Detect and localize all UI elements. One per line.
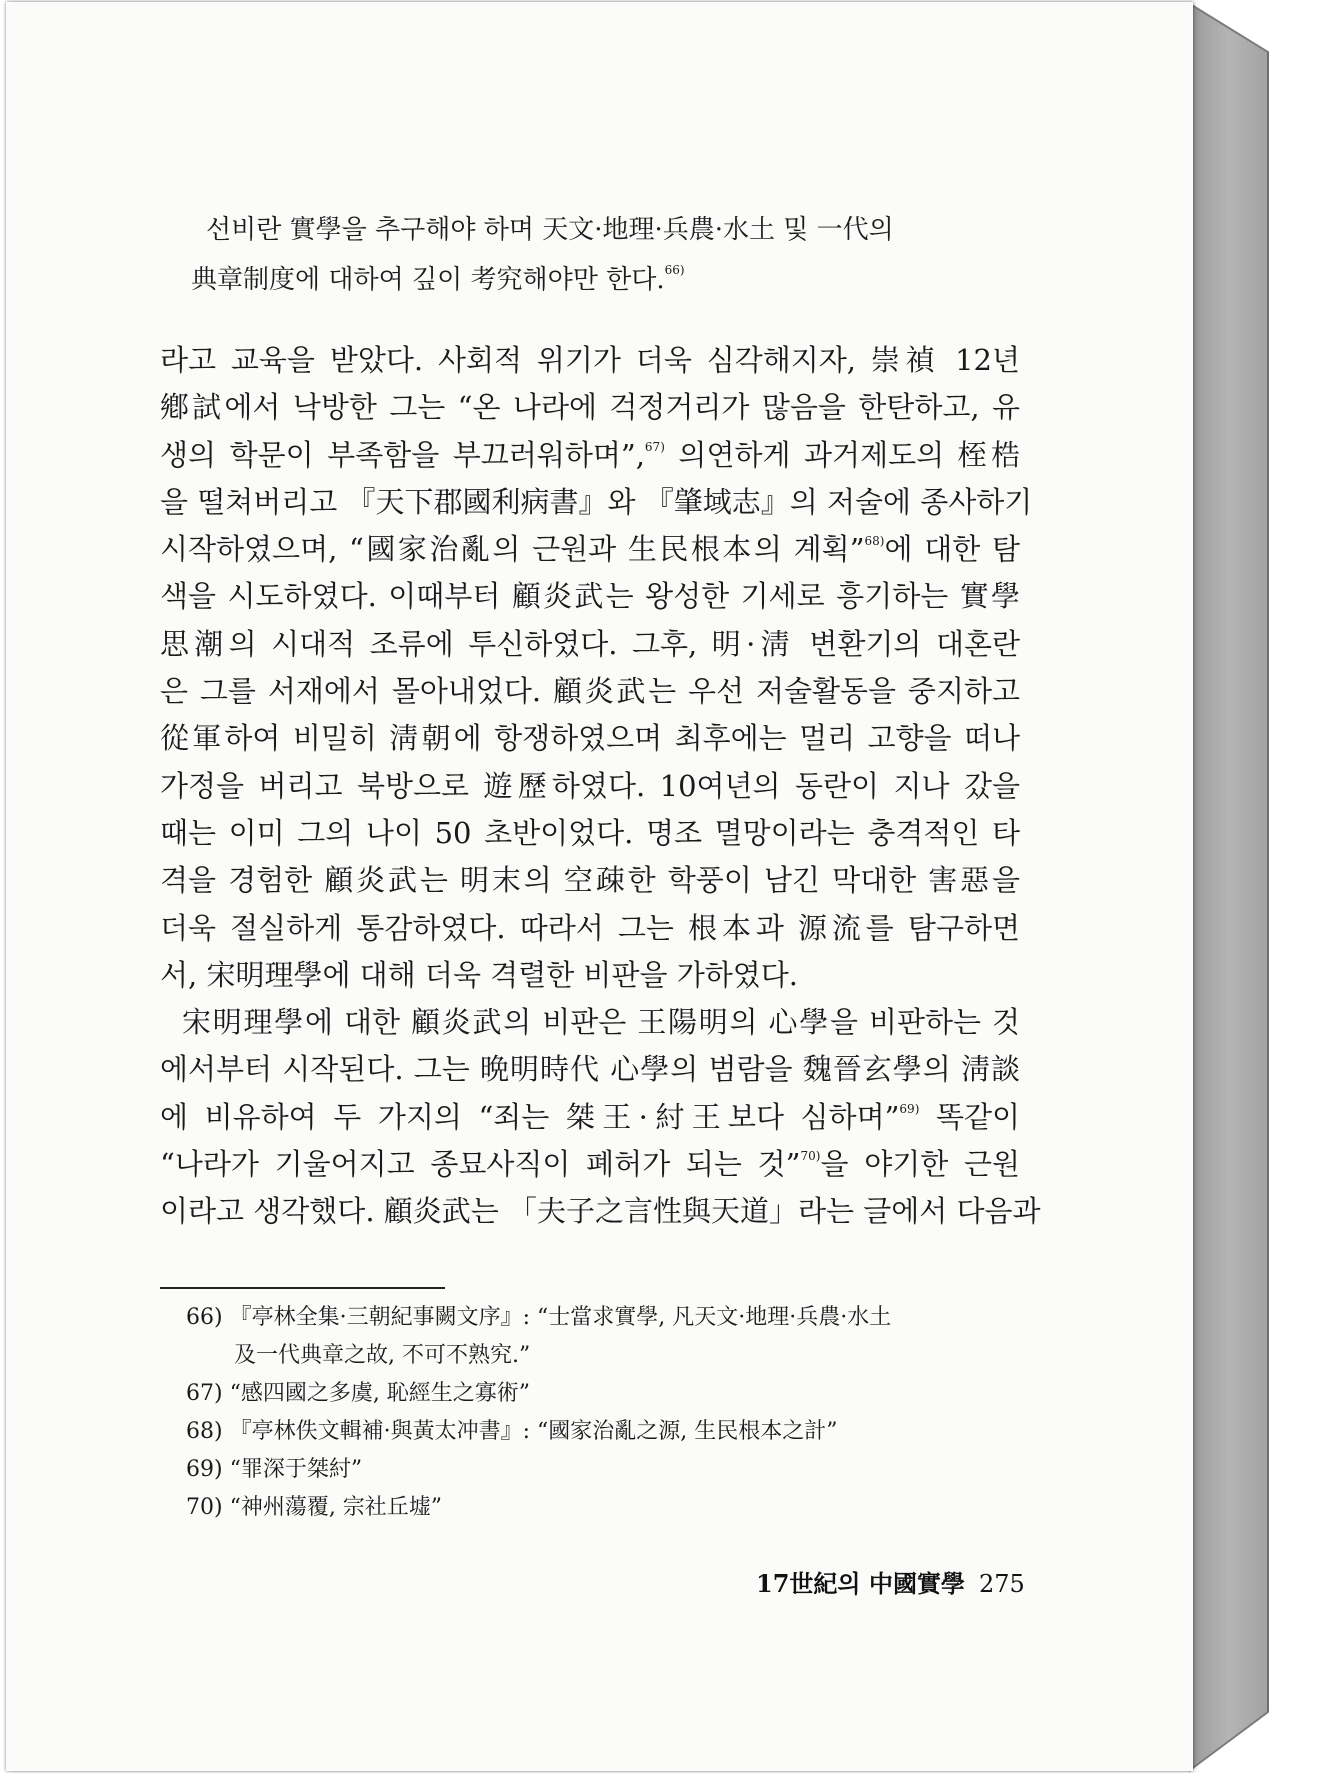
paragraph-line: 생의 학문이 부족함을 부끄러워하며”,$^{67)}$ 의연하게 과거제도의 桎梏 [160,437,1020,472]
running-footer [756,1564,1025,1599]
paragraph-line: 더욱 절실하게 통감하였다. 따라서 그는 根本과 源流를 탐구하면 [160,910,1020,945]
footnotes [186,1299,1026,1527]
paragraph-line: 이라고 생각했다. 顧炎武는 「夫子之言性與天道」라는 글에서 다음과 [160,1194,1041,1229]
paragraph-line: 서, 宋明理學에 대해 더욱 격렬한 비판을 가하였다. [160,957,798,992]
running-title: 17世紀의 中國實學 [756,1569,965,1598]
footnote-66: 66) 『亭林全集·三朝紀事闕文序』: “士當求實學, 凡天文·地理·兵農·水土 及一代典章之故, 不可不熟究.” [186,1305,892,1368]
quote-line: 선비란 實學을 추구해야 하며 天文·地理·兵農·水土 및 一代의 [206,215,894,245]
footnote-ref: 66) [664,263,685,277]
footnote-ref: 68) [864,534,885,549]
book-page [6,2,1193,1771]
footnote-divider [160,1287,445,1289]
quote-line: 典章制度에 대하여 깊이 考究해야만 한다.$^{66)}$ [191,263,685,295]
paragraph-line: 가정을 버리고 북방으로 遊歷하였다. 10여년의 동란이 지나 갔을 [160,768,1020,803]
footnote-ref: 69) [899,1101,920,1116]
page-number: 275 [978,1570,1025,1598]
paragraph-line: 에서부터 시작된다. 그는 晩明時代 心學의 범람을 魏晉玄學의 淸談 [160,1052,1020,1087]
paragraph-line: 鄕試에서 낙방한 그는 “온 나라에 걱정거리가 많음을 한탄하고, 유 [160,390,1020,425]
paragraph-line: 從軍하여 비밀히 淸朝에 항쟁하였으며 최후에는 멀리 고향을 떠나 [160,721,1020,756]
footnote-68: 68) 『亭林佚文輯補·與黃太冲書』: “國家治亂之源, 生民根本之計” [186,1419,838,1444]
paragraph-line: 宋明理學에 대한 顧炎武의 비판은 王陽明의 心學을 비판하는 것 [182,1005,1020,1040]
paragraph-line: 색을 시도하였다. 이때부터 顧炎武는 왕성한 기세로 흥기하는 實學 [160,579,1020,614]
paragraph-line: “나라가 기울어지고 종묘사직이 폐허가 되는 것”$^{70)}$을 야기한 근원 [160,1147,1020,1182]
paragraph-line: 때는 이미 그의 나이 50 초반이었다. 명조 멸망이라는 충격적인 타 [160,815,1020,850]
footnote-70: 70) “神州蕩覆, 宗社丘墟” [186,1495,443,1520]
paragraph-line: 격을 경험한 顧炎武는 明末의 空疎한 학풍이 남긴 막대한 害惡을 [160,863,1020,898]
paragraph-line: 에 비유하여 두 가지의 “죄는 桀王·紂王보다 심하며”$^{69)}$ 똑같이 [160,1099,1021,1134]
main-text [160,337,1041,1236]
paragraph-line: 은 그를 서재에서 몰아내었다. 顧炎武는 우선 저술활동을 중지하고 [160,674,1020,709]
paragraph-line: 시작하였으며, “國家治亂의 근원과 生民根本의 계획”$^{68)}$에 대한 탐 [160,532,1020,567]
block-quote [191,205,1011,305]
footnote-ref: 67) [644,439,665,454]
paragraph-line: 라고 교육을 받았다. 사회적 위기가 더욱 심각해지자, 崇禎 12년 [160,343,1020,377]
footnote-67: 67) “感四國之多虞, 恥經生之寡術” [186,1381,531,1406]
footnote-ref: 70) [800,1149,821,1164]
paragraph-line: 을 떨쳐버리고 『天下郡國利病書』와 『肇域志』의 저술에 종사하기 [160,484,1033,519]
footnote-69: 69) “罪深于桀紂” [186,1457,363,1482]
paragraph-line: 思潮의 시대적 조류에 투신하였다. 그후, 明·淸 변환기의 대혼란 [160,626,1020,661]
